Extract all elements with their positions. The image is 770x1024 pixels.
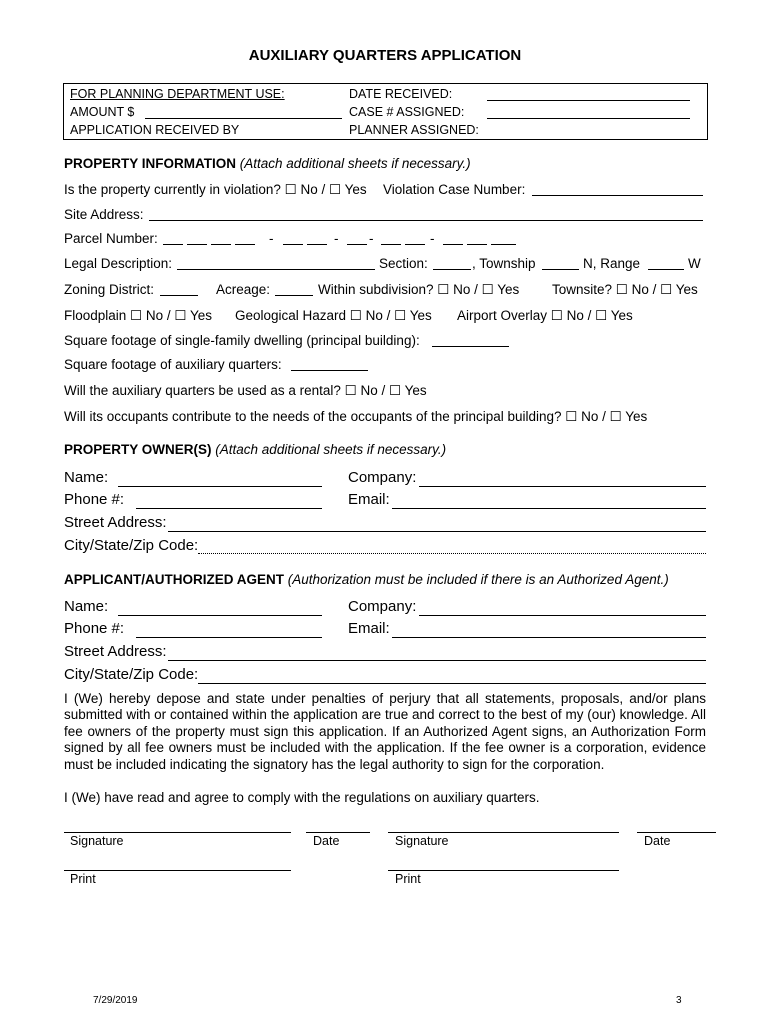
amount-label: AMOUNT $ — [70, 105, 135, 119]
print-label-2: Print — [395, 872, 421, 886]
acreage-label: Acreage: — [216, 282, 271, 297]
zoning-district-field[interactable] — [160, 295, 198, 296]
sqft-aux-label: Square footage of auxiliary quarters: — [64, 357, 282, 372]
owner-street-label: Street Address: — [64, 514, 167, 531]
acreage-field[interactable] — [275, 295, 313, 296]
applicant-heading-line — [64, 572, 669, 587]
township-field[interactable] — [542, 269, 579, 270]
owner-company-label: Company: — [348, 469, 417, 486]
owner-heading-note: (Attach additional sheets if necessary.) — [215, 442, 447, 457]
geo-hazard-question[interactable]: Geological Hazard ☐ No / ☐ Yes — [235, 308, 432, 323]
applicant-street-label: Street Address: — [64, 643, 167, 660]
occupants-question[interactable]: Will its occupants contribute to the needs of the occupants of the principal building? ☐ No / ☐ Yes — [64, 409, 648, 424]
range-label: N, Range — [583, 256, 641, 271]
case-assigned-label: CASE # ASSIGNED: — [349, 105, 465, 119]
applicant-name-field[interactable] — [118, 615, 322, 616]
owner-heading-line — [64, 442, 446, 457]
signature-line-1[interactable] — [64, 832, 291, 833]
sqft-aux-field[interactable] — [291, 370, 368, 371]
print-line-1[interactable] — [64, 870, 291, 871]
applicant-email-field[interactable] — [392, 637, 706, 638]
range-w-label: W — [688, 256, 701, 271]
applicant-name-label: Name: — [64, 598, 109, 615]
print-label-1: Print — [70, 872, 96, 886]
zoning-district-label: Zoning District: — [64, 282, 155, 297]
date-line-2[interactable] — [637, 832, 716, 833]
property-info-heading: PROPERTY INFORMATION — [64, 156, 237, 171]
range-field[interactable] — [648, 269, 684, 270]
date-received-field[interactable] — [487, 100, 690, 101]
date-label-1: Date — [313, 834, 340, 848]
footer-date: 7/29/2019 — [93, 995, 138, 1006]
section-field[interactable] — [433, 269, 471, 270]
violation-question[interactable]: Is the property currently in violation? ☐ No / ☐ Yes — [64, 182, 367, 197]
applicant-company-field[interactable] — [419, 615, 706, 616]
applicant-city-label: City/State/Zip Code: — [64, 666, 199, 683]
page-title: AUXILIARY QUARTERS APPLICATION — [248, 47, 522, 64]
applicant-email-label: Email: — [348, 620, 390, 637]
owner-company-field[interactable] — [419, 486, 706, 487]
applicant-phone-label: Phone #: — [64, 620, 125, 637]
owner-phone-label: Phone #: — [64, 491, 125, 508]
owner-street-field[interactable] — [168, 531, 706, 532]
subdivision-question[interactable]: Within subdivision? ☐ No / ☐ Yes — [318, 282, 520, 297]
owner-heading: PROPERTY OWNER(S) — [64, 442, 212, 457]
airport-overlay-question[interactable]: Airport Overlay ☐ No / ☐ Yes — [457, 308, 633, 323]
owner-phone-field[interactable] — [136, 508, 322, 509]
planner-assigned-label: PLANNER ASSIGNED: — [349, 123, 479, 137]
applicant-street-field[interactable] — [168, 660, 706, 661]
date-label-2: Date — [644, 834, 671, 848]
section-label: Section: — [379, 256, 428, 271]
signature-line-2[interactable] — [388, 832, 619, 833]
page-number: 3 — [676, 995, 682, 1006]
floodplain-question[interactable]: Floodplain ☐ No / ☐ Yes — [64, 308, 213, 323]
violation-case-field[interactable] — [532, 195, 703, 196]
legal-description-field[interactable] — [177, 269, 375, 270]
site-address-label: Site Address: — [64, 207, 144, 222]
case-assigned-field[interactable] — [487, 118, 690, 119]
print-line-2[interactable] — [388, 870, 619, 871]
sqft-dwelling-label: Square footage of single-family dwelling (principal building): — [64, 333, 420, 348]
property-info-note: (Attach additional sheets if necessary.) — [239, 156, 471, 171]
date-line-1[interactable] — [306, 832, 370, 833]
violation-case-label: Violation Case Number: — [383, 182, 526, 197]
owner-name-label: Name: — [64, 469, 109, 486]
applicant-heading-note: (Authorization must be included if there is an Authorized Agent.) — [287, 572, 669, 587]
rental-question[interactable]: Will the auxiliary quarters be used as a rental? ☐ No / ☐ Yes — [64, 383, 427, 398]
signature-label-1: Signature — [70, 834, 124, 848]
parcel-number-label: Parcel Number: — [64, 231, 158, 246]
owner-name-field[interactable] — [118, 486, 322, 487]
townsite-question[interactable]: Townsite? ☐ No / ☐ Yes — [552, 282, 698, 297]
property-info-heading-line — [64, 156, 471, 171]
township-label: , Township — [472, 256, 536, 271]
owner-city-field[interactable] — [198, 553, 706, 554]
applicant-phone-field[interactable] — [136, 637, 322, 638]
owner-email-label: Email: — [348, 491, 390, 508]
agreement-statement: I (We) have read and agree to comply with the regulations on auxiliary quarters. — [64, 790, 540, 805]
legal-description-label: Legal Description: — [64, 256, 173, 271]
applicant-company-label: Company: — [348, 598, 417, 615]
owner-city-label: City/State/Zip Code: — [64, 537, 199, 554]
planning-use-label: FOR PLANNING DEPARTMENT USE: — [70, 87, 285, 101]
received-by-label: APPLICATION RECEIVED BY — [70, 123, 240, 137]
owner-email-field[interactable] — [392, 508, 706, 509]
site-address-field[interactable] — [149, 220, 703, 221]
applicant-city-field[interactable] — [198, 683, 706, 684]
signature-label-2: Signature — [395, 834, 449, 848]
sqft-dwelling-field[interactable] — [432, 346, 509, 347]
amount-field[interactable] — [145, 118, 342, 119]
declaration-paragraph: I (We) hereby depose and state under penalties of perjury that all statements, proposals, and/or plans submitted with or contained within the application are true and correct to the best of my (our) knowledge. All fee owners of the property must sign this application. If an Authorized Agent signs, an Authorization Form signed by all fee owners must be included with the application. If the fee owner is a corporation, evidence must be included indicating the signatory has the legal authority to sign for the corporation. — [64, 691, 706, 772]
applicant-heading: APPLICANT/AUTHORIZED AGENT — [64, 572, 284, 587]
date-received-label: DATE RECEIVED: — [349, 87, 453, 101]
